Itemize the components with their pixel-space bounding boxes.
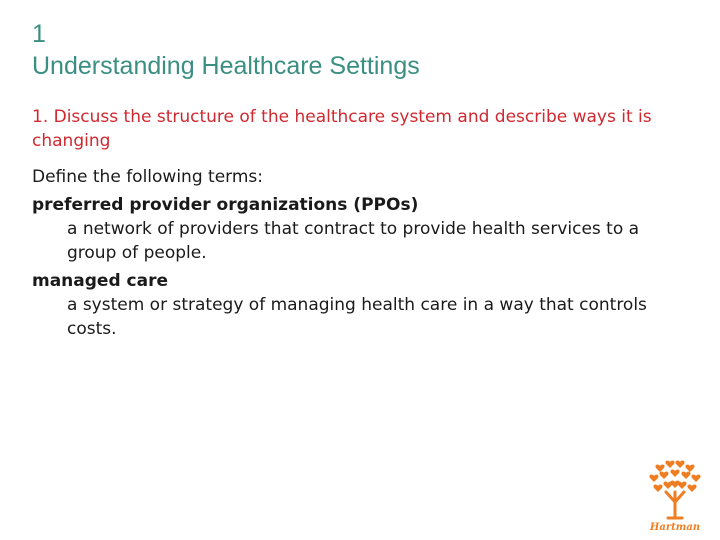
logo-text: Hartman [649, 522, 701, 533]
term-definition: a system or strategy of managing health care in a way that controls costs. [67, 295, 647, 339]
chapter-number: 1 [32, 20, 46, 48]
terms-intro: Define the following terms: [32, 167, 263, 187]
hartman-logo [640, 458, 710, 534]
term-entry [32, 269, 692, 341]
terms-section [32, 165, 692, 341]
term-name: preferred provider organizations (PPOs) [32, 195, 419, 215]
learning-objective: 1. Discuss the structure of the healthcare system and describe ways it is changing [32, 107, 652, 151]
term-entry [32, 193, 692, 265]
term-name: managed care [32, 271, 169, 291]
chapter-title: Understanding Healthcare Settings [32, 52, 420, 80]
slide-title [32, 18, 692, 82]
heart-tree-icon [640, 458, 710, 534]
term-definition: a network of providers that contract to provide health services to a group of people. [67, 219, 640, 263]
